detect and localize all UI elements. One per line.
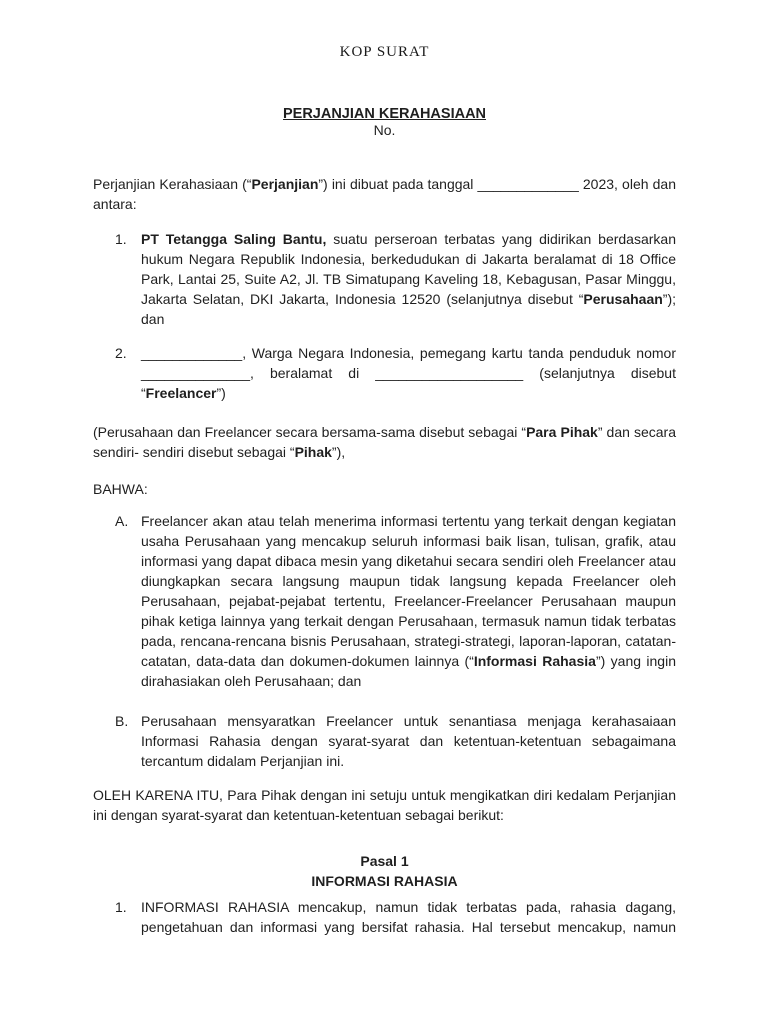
party-item-2 [115, 343, 676, 403]
therefore-paragraph: OLEH KARENA ITU, Para Pihak dengan ini setuju untuk mengikatkan diri kedalam Perjanjian ini dengan syarat-syarat dan ketentuan-ketentuan sebagai berikut: [93, 787, 676, 823]
recital-b-text: Perusahaan mensyaratkan Freelancer untuk senantiasa menjaga kerahasaiaan Informasi Rahasia dengan syarat-syarat dan ketentuan-ketentuan sebagaimana tercantum didalam Perjanjian ini. [141, 713, 676, 769]
party-item-2-text: _____________, Warga Negara Indonesia, pemegang kartu tanda penduduk nomor ______________, beralamat di ___________________ (selanjutnya disebut “Freelancer”) [141, 345, 676, 401]
list-marker: 1. [115, 899, 127, 915]
clause-item-1 [115, 897, 676, 937]
section-1-title: Pasal 1 [360, 853, 409, 869]
document-title: PERJANJIAN KERAHASIAAN [282, 106, 487, 122]
list-marker: 1. [115, 231, 127, 247]
document-number-label: No. [373, 122, 396, 138]
party-item-1-text: PT Tetangga Saling Bantu, suatu perseroan terbatas yang didirikan berdasarkan hukum Negara Republik Indonesia, berkedudukan di Jakarta beralamat di 18 Office Park, Lantai 25, Suite A2, Jl. TB Simatupang Kaveling 18, Kebagusan, Pasar Minggu, Jakarta Selatan, DKI Jakarta, Indonesia 12520 (selanjutnya disebut “Perusahaan”); dan [141, 231, 676, 327]
party-item-1 [115, 229, 676, 329]
clause-1-text: INFORMASI RAHASIA mencakup, namun tidak terbatas pada, rahasia dagang, pengetahuan dan informasi yang bersifat rahasia. Hal tersebut mencakup, namun [141, 899, 676, 935]
intro-paragraph: Perjanjian Kerahasiaan (“Perjanjian”) ini dibuat pada tanggal _____________ 2023, oleh dan antara: [93, 176, 676, 212]
list-marker: 2. [115, 345, 127, 361]
recital-a-text: Freelancer akan atau telah menerima informasi tertentu yang terkait dengan kegiatan usaha Perusahaan yang mencakup seluruh informasi baik lisan, tulisan, grafik, atau informasi yang dapat dibaca mesin yang diketahui secara sendiri oleh Freelancer atau diungkapkan secara langsung maupun tidak langsung kepada Freelancer oleh Perusahaan, pejabat-pejabat tertentu, Freelancer-Freelancer Perusahaan maupun pihak ketiga lainnya yang terkait dengan Perusahaan, termasuk namun tidak terbatas pada, rencana-rencana bisnis Perusahaan, strategi-strategi, laporan-laporan, catatan-catatan, data-data dan dokumen-dokumen lainnya (“Informasi Rahasia”) yang ingin dirahasiakan oleh Perusahaan; dan [141, 513, 676, 689]
list-marker: A. [115, 513, 129, 529]
section-1-subtitle: INFORMASI RAHASIA [311, 873, 458, 889]
recital-item-a [115, 511, 676, 691]
parties-note-paragraph: (Perusahaan dan Freelancer secara bersama-sama disebut sebagai “Para Pihak” dan secara sendiri- sendiri disebut sebagai “Pihak”), [93, 424, 676, 460]
list-marker: B. [115, 713, 129, 729]
bahwa-heading: BAHWA: [93, 481, 148, 497]
letterhead: KOP SURAT [339, 44, 430, 60]
recital-item-b [115, 711, 676, 771]
